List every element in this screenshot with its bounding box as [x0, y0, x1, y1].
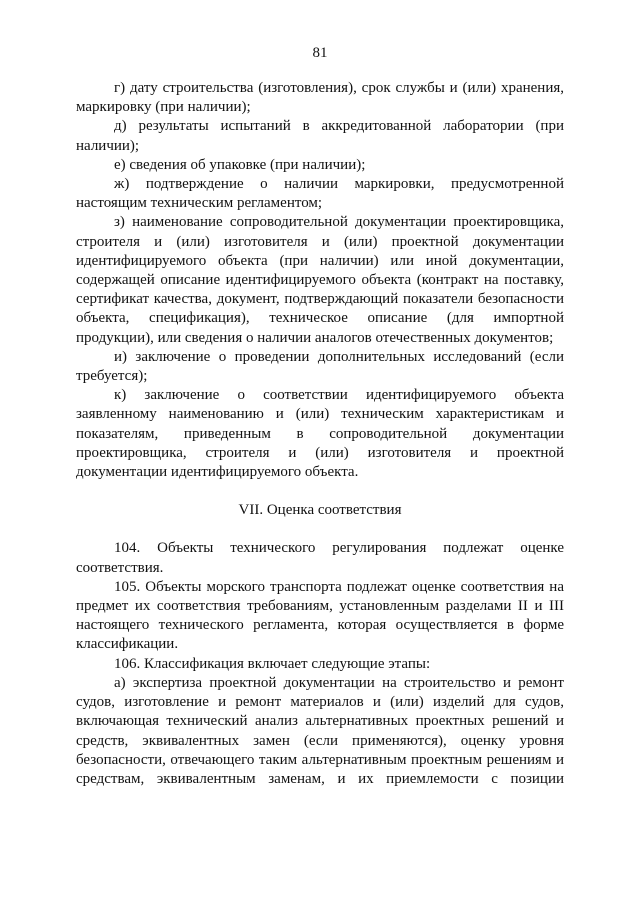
paragraph-105: 105. Объекты морского транспорта подлежат оценке соответствия на предмет их соответствия требованиям, установленным разделами II и III настоящего технического регламента, которая осуществляется в форме классификации.	[76, 578, 564, 653]
paragraph-i: и) заключение о проведении дополнительных исследований (если требуется);	[76, 348, 564, 385]
paragraph-zh: ж) подтверждение о наличии маркировки, предусмотренной настоящим техническим регламентом;	[76, 176, 564, 212]
paragraph-d: д) результаты испытаний в аккредитованной лаборатории (при наличии);	[76, 118, 564, 154]
page-number: 81	[312, 45, 328, 61]
paragraph-a: а) экспертиза проектной документации на строительство и ремонт судов, изготовление и ремонт материалов и (или) изделий для судов, включающая технический анализ альтернативных проектных решений и средств, эквивалентных замен (если применяются), оценку уровня безопасности, отвечающего таким альтернативным проектным решениям и средствам, эквивалентным заменам, и их приемлемости с позиции	[76, 674, 564, 787]
paragraph-104: 104. Объекты технического регулирования подлежат оценке соответствия.	[76, 540, 564, 576]
section-heading: VII. Оценка соответствия	[238, 502, 402, 519]
paragraph-g: г) дату строительства (изготовления), срок службы и (или) хранения, маркировку (при наличии);	[76, 80, 564, 116]
paragraph-106: 106. Классификация включает следующие этапы:	[114, 655, 431, 672]
document-body	[76, 79, 564, 789]
paragraph-z: з) наименование сопроводительной документации проектировщика, строителя и (или) изготовителя и (или) проектной документации идентифицируемого объекта (при наличии) или иной документации, содержащей описание идентифицируемого объекта (контракт на поставку, сертификат качества, документ, подтверждающий показатели безопасности объекта, спецификация), техническое описание (для импортной продукции), или сведения о наличии аналогов отечественных документов;	[76, 214, 564, 346]
paragraph-k: к) заключение о соответствии идентифицируемого объекта заявленному наименованию и (или) техническим характеристикам и показателям, приведенным в сопроводительной документации проектировщика, строителя и (или) изготовителя и проектной документации идентифицируемого объекта.	[76, 387, 564, 481]
paragraph-e: е) сведения об упаковке (при наличии);	[114, 156, 366, 173]
